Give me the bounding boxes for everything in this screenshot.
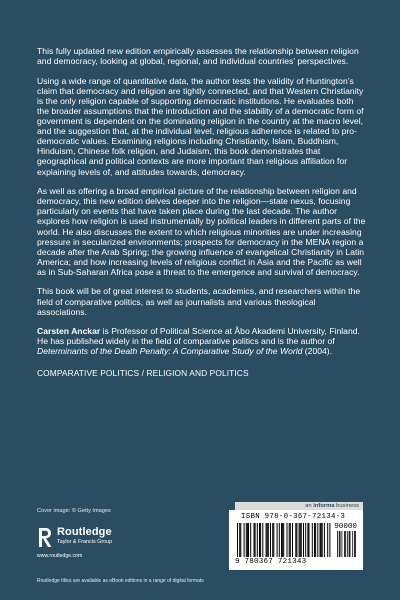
author-bio — [37, 326, 367, 356]
ebook-note: Routledge titles are available as eBook editions in a range of digital formats — [37, 578, 204, 584]
author-bio-end: (2004). — [302, 346, 333, 357]
isbn-label: ISBN 978-0-367-72134-3 — [241, 513, 346, 521]
blurb-paragraph-1: This fully updated new edition empirically assesses the relationship between religion and democracy, looking at global, regional, and individual countries’ perspectives. — [37, 46, 359, 67]
author-book-title: Determinants of the Death Penalty: A Comparative Study of the World — [37, 346, 303, 357]
subject-category: COMPARATIVE POLITICS / RELIGION AND POLITICS — [37, 367, 249, 378]
isbn-barcode — [229, 510, 363, 570]
blurb-paragraph-3: As well as offering a broad empirical picture of the relationship between religion and democracy, this new edition delves deeper into the religion—state nexus, focusing particularly on events that have taken place during the last decade. The author explores how religion is used instrumentally by political leaders in different parts of the world. He also discusses the extent to which religious minorities are under increasing pressure in secularized environments; prospects for democracy in the MENA region a decade after the Arab Spring; the growing influence of evangelical Christianity in Latin America; and how increasing levels of religious conflict in Asia and the Pacific as well as in Sub-Saharan Africa pose a threat to the emergence and survival of democracy. — [37, 186, 366, 277]
author-name: Carsten Anckar — [37, 326, 101, 337]
blurb-paragraph-4: This book will be of great interest to students, academics, and researchers within the field of comparative politics, as well as journalists and various theological associations. — [37, 286, 361, 317]
price-code: 90000 — [334, 523, 357, 531]
informa-label: an informa business — [305, 503, 359, 509]
blurb-text — [37, 46, 367, 379]
cover-image-credit: Cover image: © Getty Images — [37, 508, 111, 514]
publisher-url[interactable]: www.routledge.com — [37, 553, 83, 559]
blurb-paragraph-2: Using a wide range of quantitative data, the author tests the validity of Huntington’s claim that democracy and religion are tightly connected, and that Western Christianity is the only religion capable of supporting democratic institutions. He evaluates both the broader assumptions that the introduction and the stability of a democratic form of government is dependent on the dominating religion in the country at the macro level, and the suggestion that, at the individual level, religious adherence is related to pro-democratic values. Examining religions including Christianity, Islam, Buddhism, Hinduism, Chinese folk religion, and Judaism, this book demonstrates that geographical and political contexts are more important than religious affiliation for explaining levels of, and attitudes towards, democracy. — [37, 75, 364, 177]
publisher-logo — [37, 524, 147, 558]
barcode-bars — [237, 523, 357, 557]
publisher-name: Routledge — [57, 526, 112, 538]
author-bio-start: is Professor of Political Science at Åbo Akademi University, Finland. He has published widely in the field of comparative politics and is the author of — [37, 326, 360, 347]
publisher-group: Taylor & Francis Group — [57, 539, 113, 545]
barcode-digits: 9 780367 721343 — [235, 558, 307, 566]
routledge-r-icon — [37, 526, 53, 548]
